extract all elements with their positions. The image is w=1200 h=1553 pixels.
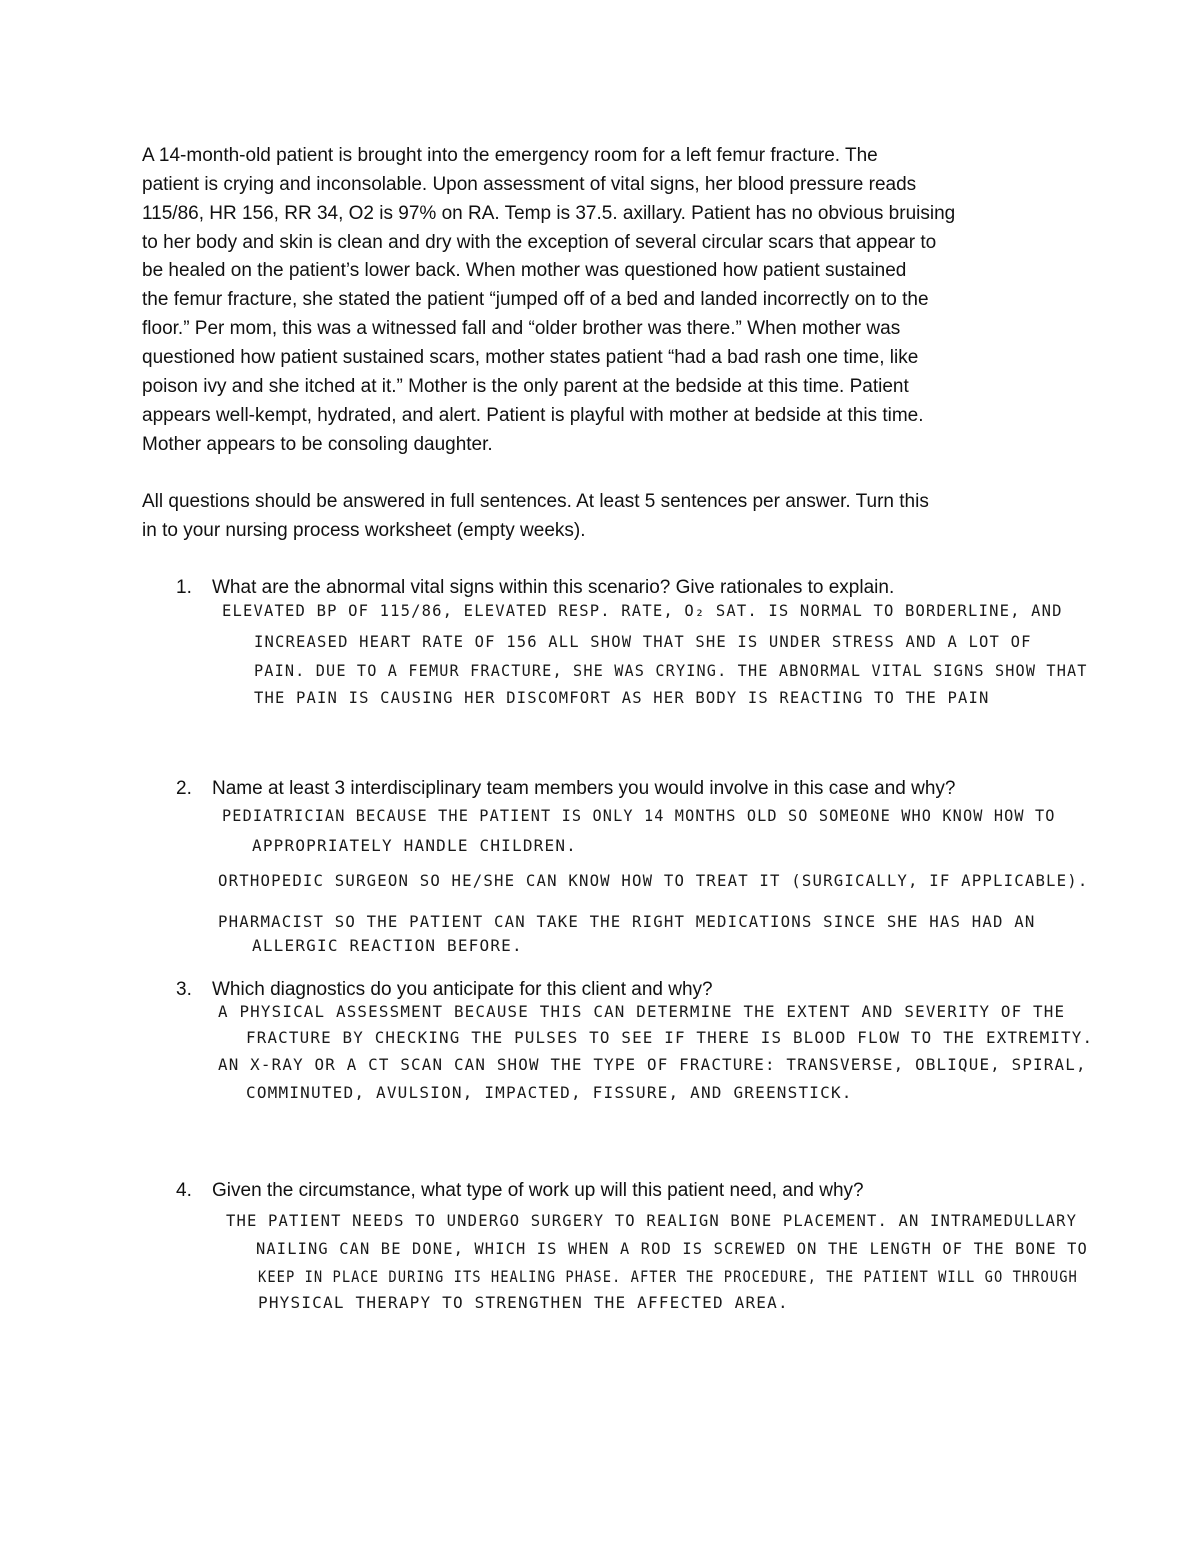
question-number: 1.	[176, 577, 192, 598]
instructions-line: in to your nursing process worksheet (empty weeks).	[142, 520, 586, 541]
handwritten-answer-line: APPROPRIATELY HANDLE CHILDREN.	[252, 836, 577, 855]
instructions-line: All questions should be answered in full sentences. At least 5 sentences per answer. Turn this	[142, 491, 929, 512]
handwritten-answer-line: ELEVATED BP OF 115/86, ELEVATED RESP. RATE, O₂ SAT. IS NORMAL TO BORDERLINE, AND	[222, 601, 1063, 620]
handwritten-answer-line: ALLERGIC REACTION BEFORE.	[252, 936, 523, 955]
handwritten-answer-line: INCREASED HEART RATE OF 156 ALL SHOW THAT SHE IS UNDER STRESS AND A LOT OF	[254, 632, 1032, 651]
handwritten-answer-line: KEEP IN PLACE DURING ITS HEALING PHASE. AFTER THE PROCEDURE, THE PATIENT WILL GO THROUGH	[258, 1267, 1078, 1286]
scenario-line: the femur fracture, she stated the patient “jumped off of a bed and landed incorrectly on to the	[142, 289, 929, 310]
scenario-line: be healed on the patient’s lower back. When mother was questioned how patient sustained	[142, 260, 907, 281]
question-number: 2.	[176, 778, 192, 799]
handwritten-answer-line: ORTHOPEDIC SURGEON SO HE/SHE CAN KNOW HOW TO TREAT IT (SURGICALLY, IF APPLICABLE).	[218, 871, 1089, 890]
scenario-line: 115/86, HR 156, RR 34, O2 is 97% on RA. Temp is 37.5. axillary. Patient has no obvious bruising	[142, 203, 956, 224]
scenario-line: Mother appears to be consoling daughter.	[142, 434, 493, 455]
scenario-line: poison ivy and she itched at it.” Mother is the only parent at the bedside at this time. Patient	[142, 376, 909, 397]
question-number: 4.	[176, 1180, 192, 1201]
handwritten-answer-line: FRACTURE BY CHECKING THE PULSES TO SEE IF THERE IS BLOOD FLOW TO THE EXTREMITY.	[246, 1028, 1094, 1047]
handwritten-answer-line: COMMINUTED, AVULSION, IMPACTED, FISSURE, AND GREENSTICK.	[246, 1083, 853, 1102]
question-text: Name at least 3 interdisciplinary team members you would involve in this case and why?	[212, 778, 956, 799]
question-text: What are the abnormal vital signs within this scenario? Give rationales to explain.	[212, 577, 895, 598]
scenario-line: appears well-kempt, hydrated, and alert. Patient is playful with mother at bedside at this time.	[142, 405, 924, 426]
scenario-line: floor.” Per mom, this was a witnessed fall and “older brother was there.” When mother was	[142, 318, 901, 339]
handwritten-answer-line: THE PATIENT NEEDS TO UNDERGO SURGERY TO REALIGN BONE PLACEMENT. AN INTRAMEDULLARY	[226, 1211, 1078, 1230]
handwritten-answer-line: A PHYSICAL ASSESSMENT BECAUSE THIS CAN DETERMINE THE EXTENT AND SEVERITY OF THE	[218, 1002, 1066, 1021]
handwritten-answer-line: PHARMACIST SO THE PATIENT CAN TAKE THE RIGHT MEDICATIONS SINCE SHE HAS HAD AN	[218, 912, 1036, 931]
handwritten-answer-line: AN X-RAY OR A CT SCAN CAN SHOW THE TYPE OF FRACTURE: TRANSVERSE, OBLIQUE, SPIRAL,	[218, 1055, 1087, 1074]
handwritten-answer-line: PAIN. DUE TO A FEMUR FRACTURE, SHE WAS CRYING. THE ABNORMAL VITAL SIGNS SHOW THAT	[254, 661, 1088, 680]
handwritten-answer-line: THE PAIN IS CAUSING HER DISCOMFORT AS HER BODY IS REACTING TO THE PAIN	[254, 688, 990, 707]
question-text: Which diagnostics do you anticipate for this client and why?	[212, 979, 713, 1000]
scenario-line: to her body and skin is clean and dry with the exception of several circular scars that appear to	[142, 232, 937, 253]
handwritten-answer-line: NAILING CAN BE DONE, WHICH IS WHEN A ROD IS SCREWED ON THE LENGTH OF THE BONE TO	[256, 1239, 1088, 1258]
handwritten-answer-line: PHYSICAL THERAPY TO STRENGTHEN THE AFFECTED AREA.	[258, 1293, 789, 1312]
scenario-line: questioned how patient sustained scars, mother states patient “had a bad rash one time, like	[142, 347, 919, 368]
scenario-line: patient is crying and inconsolable. Upon assessment of vital signs, her blood pressure reads	[142, 174, 917, 195]
question-text: Given the circumstance, what type of work up will this patient need, and why?	[212, 1180, 864, 1201]
handwritten-answer-line: PEDIATRICIAN BECAUSE THE PATIENT IS ONLY 14 MONTHS OLD SO SOMEONE WHO KNOW HOW TO	[222, 806, 1056, 825]
scenario-line: A 14-month-old patient is brought into the emergency room for a left femur fracture. The	[142, 145, 878, 166]
question-number: 3.	[176, 979, 192, 1000]
